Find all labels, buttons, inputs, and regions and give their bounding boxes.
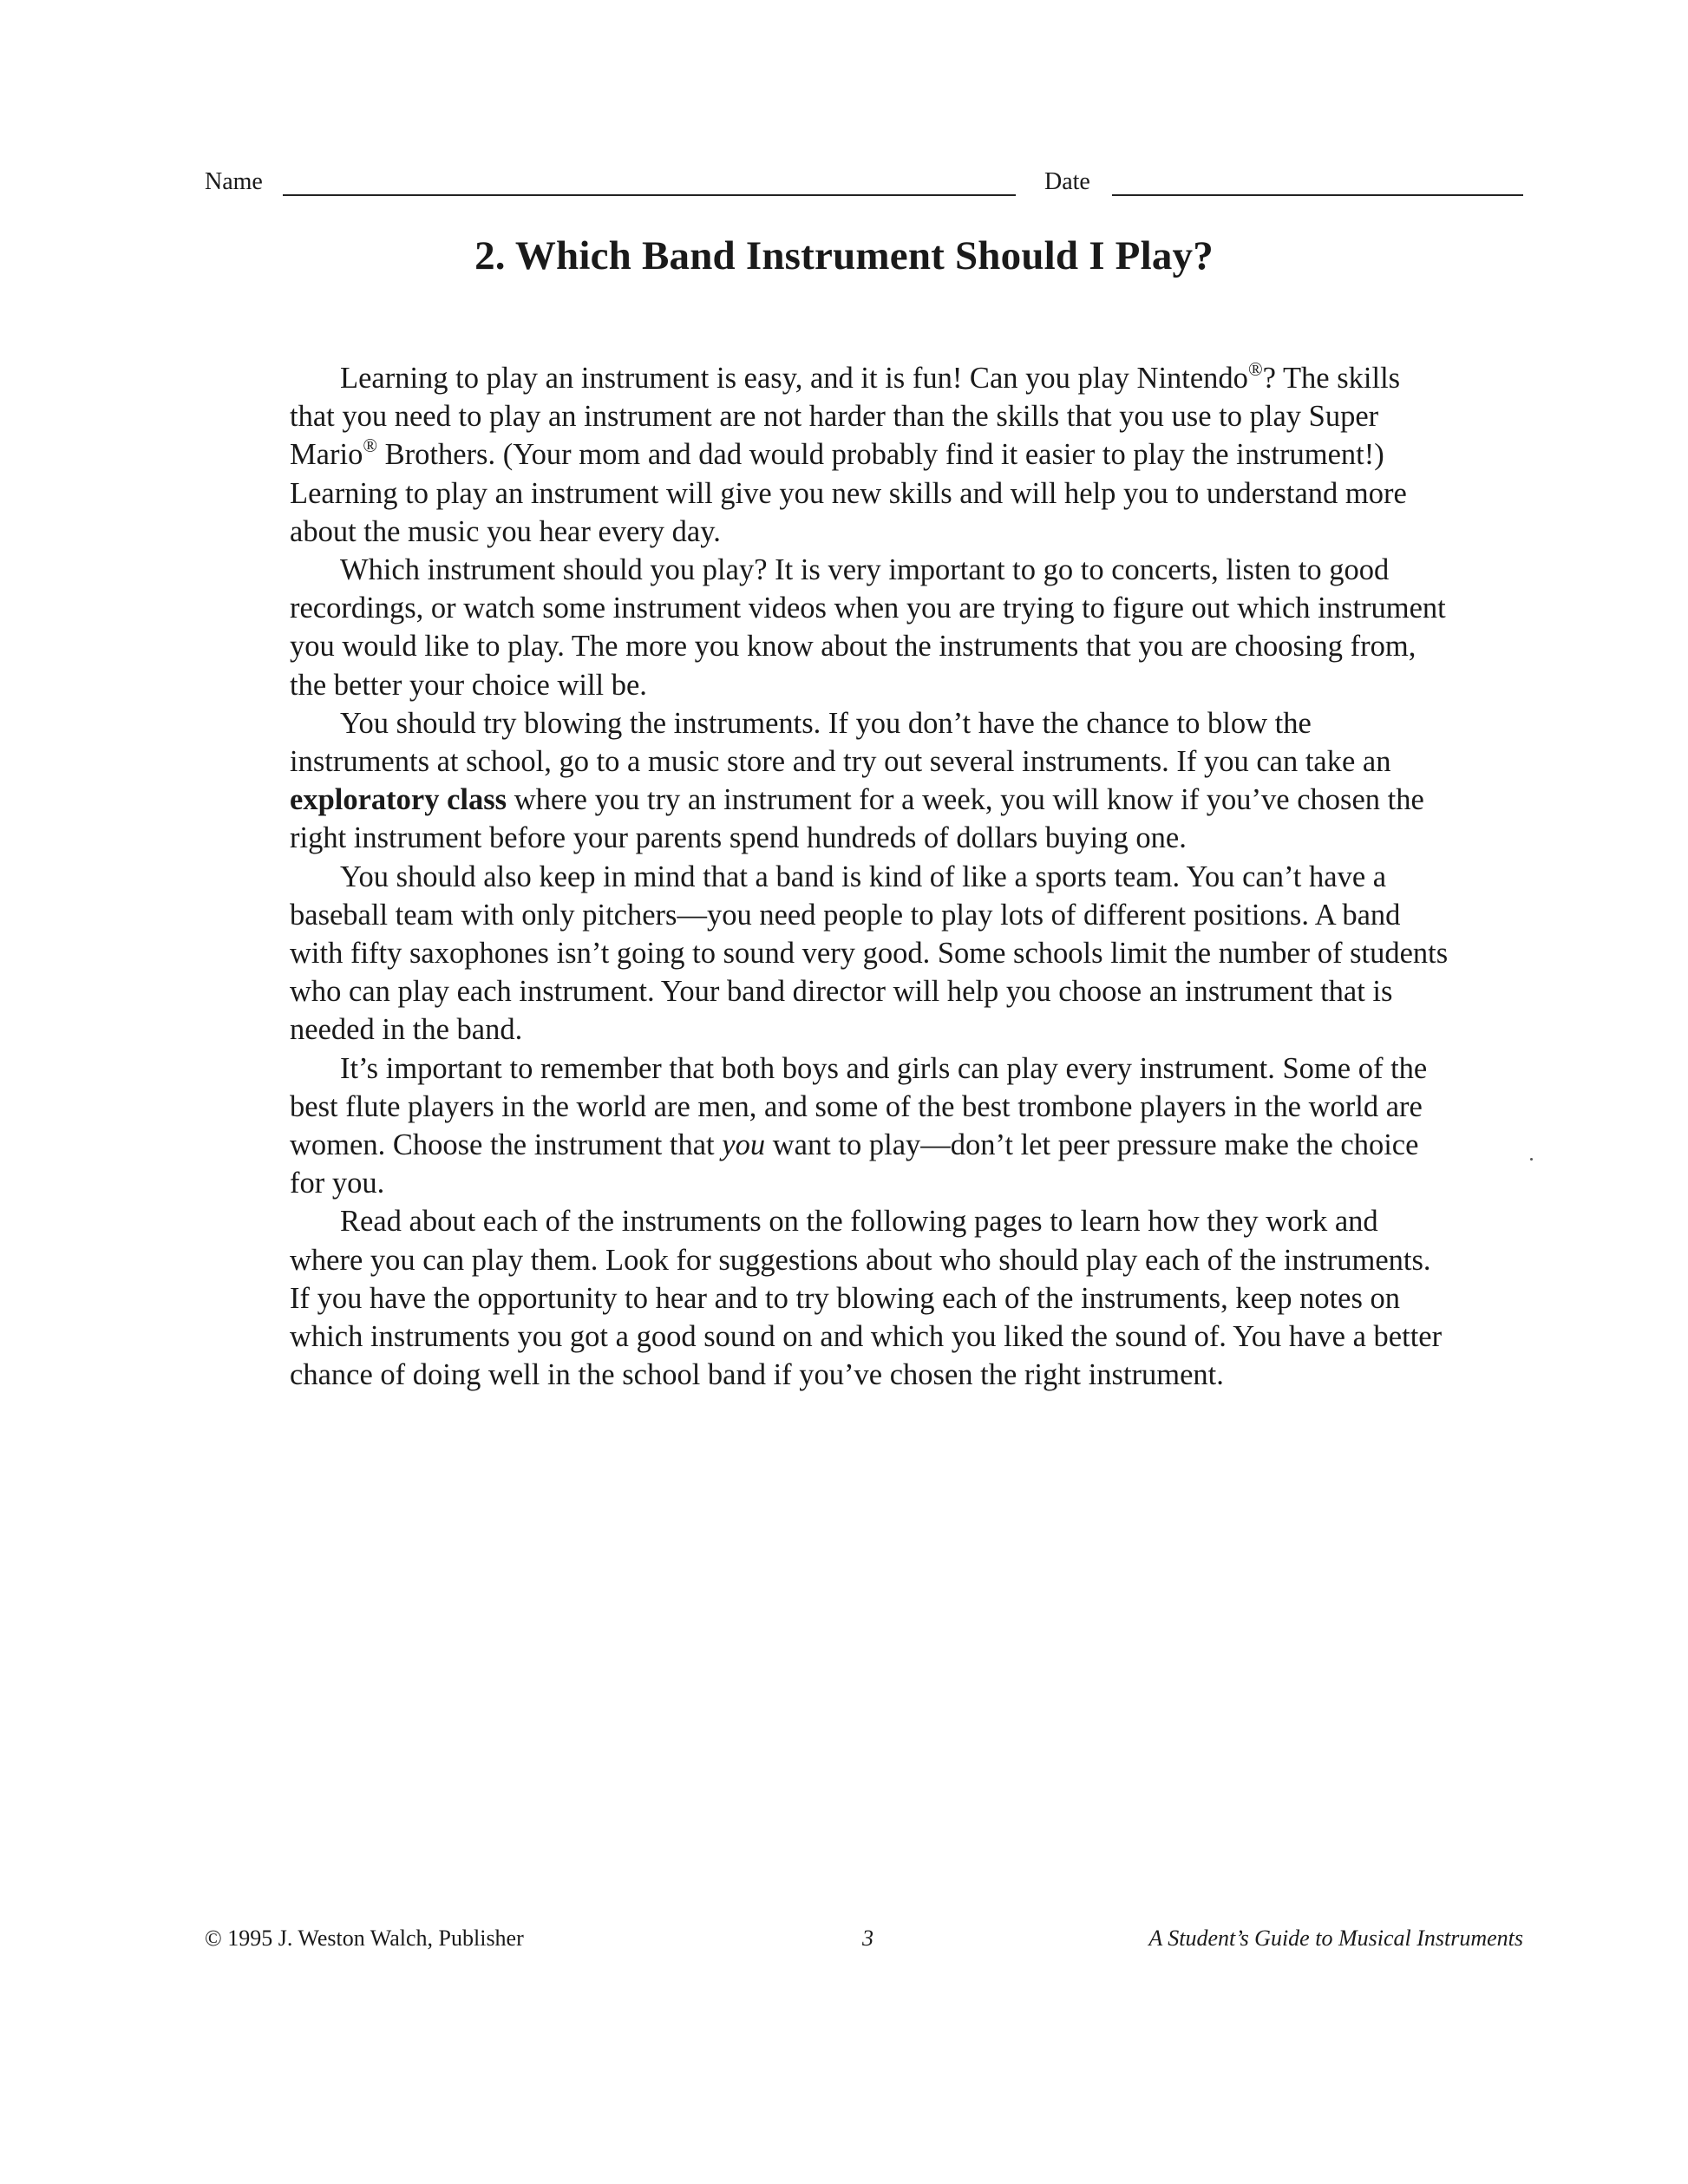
book-title: A Student’s Guide to Musical Instruments	[1148, 1926, 1523, 1951]
paragraph-1	[290, 359, 1452, 551]
paragraph-1-text-b: ? The skills that you need to play an instrument are not harder than the skills that you use to play Super Mario	[290, 362, 1401, 472]
paragraph-4: You should also keep in mind that a band is kind of like a sports team. You can’t have a baseball team with only pitchers—you need people to play lots of different positions. A band with fifty saxophones isn’t going to sound very good. Some schools limit the number of students who can play each instrument. Your band director will help you choose an instrument that is needed in the band.	[290, 860, 1449, 1047]
page-title: 2. Which Band Instrument Should I Play?	[474, 233, 1214, 278]
paragraph-1-text-c: Brothers. (Your mom and dad would probably find it easier to play the instrument!) Learning to play an instrument will give you new skills and will help you to understand more about the music you hear every day.	[290, 438, 1407, 548]
registered-mark: ®	[1247, 358, 1263, 380]
name-blank-line	[283, 194, 1016, 196]
scan-speck	[1530, 1158, 1533, 1161]
name-label: Name	[205, 168, 263, 195]
paragraph-5	[290, 1049, 1452, 1203]
paragraph-6: Read about each of the instruments on the following pages to learn how they work and where you can play them. Look for suggestions about who should play each of the instruments. If you have the opportunity to hear and to try blowing each of the instruments, keep notes on which instruments you got a good sound on and which you liked the sound of. You have a better chance of doing well in the school band if you’ve chosen the right instrument.	[290, 1205, 1443, 1392]
paragraph-1-text-a: Learning to play an instrument is easy, and it is fun! Can you play Nintendo	[340, 362, 1248, 395]
paragraph-5-text-a: It’s important to remember that both boys and girls can play every instrument. Some of the best flute players in the world are men, and some of the best trombone players in the world are women. Choose the instrument that	[290, 1051, 1428, 1162]
date-blank-line	[1112, 194, 1523, 196]
paragraph-3-text-a: You should try blowing the instruments. If you don’t have the chance to blow the instruments at school, go to a music store and try out several instruments. If you can take an	[290, 706, 1391, 779]
paragraph-5-text-b: want to play—don’t let peer pressure make the choice for you.	[290, 1128, 1419, 1200]
page-number: 3	[862, 1926, 873, 1951]
date-label: Date	[1044, 168, 1090, 195]
body-text	[290, 359, 1452, 1394]
registered-mark: ®	[363, 435, 378, 457]
paragraph-3-text-b: where you try an instrument for a week, you will know if you’ve chosen the right instrument before your parents spend hundreds of dollars buying one.	[290, 783, 1424, 855]
bold-term: exploratory class	[290, 783, 507, 817]
page-footer	[205, 1926, 1523, 1960]
paragraph-2: Which instrument should you play? It is very important to go to concerts, listen to good recordings, or watch some instrument videos when you are trying to figure out which instrument you would like to play. The more you know about the instruments that you are choosing from, the better your choice will be.	[290, 553, 1446, 702]
copyright-notice: © 1995 J. Weston Walch, Publisher	[205, 1926, 524, 1951]
italic-emphasis: you	[722, 1128, 766, 1162]
paragraph-3	[290, 704, 1452, 858]
name-date-header	[205, 161, 1523, 205]
